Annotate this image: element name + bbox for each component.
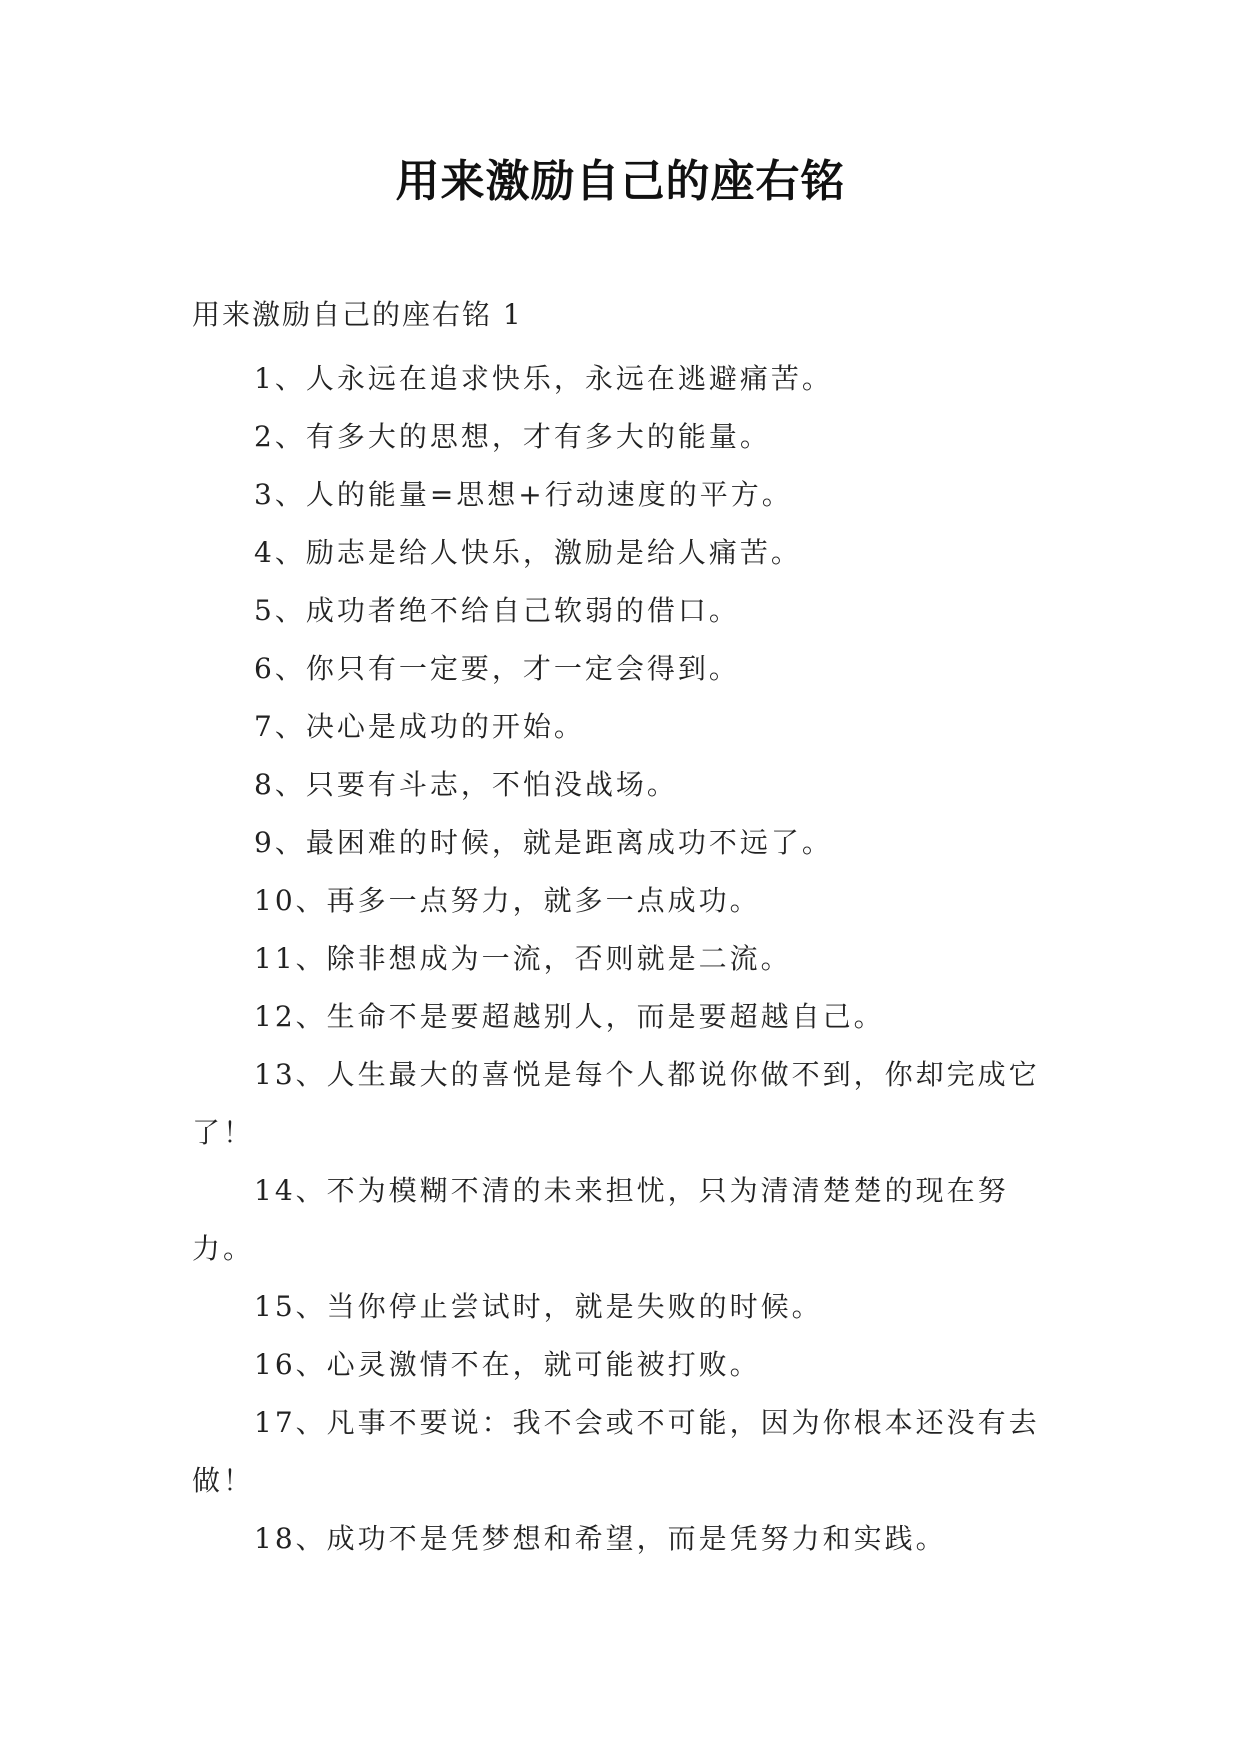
motto-item: 18、成功不是凭梦想和希望，而是凭努力和实践。 <box>254 1522 947 1555</box>
motto-item: 14、不为模糊不清的未来担忧，只为清清楚楚的现在努力。 <box>192 1174 1009 1265</box>
document-title: 用来激励自己的座右铭 <box>395 156 846 207</box>
motto-item: 5、成功者绝不给自己软弱的借口。 <box>254 594 740 627</box>
motto-item: 15、当你停止尝试时，就是失败的时候。 <box>254 1290 823 1323</box>
motto-item: 8、只要有斗志，不怕没战场。 <box>254 768 678 801</box>
motto-item: 13、人生最大的喜悦是每个人都说你做不到，你却完成它了！ <box>192 1058 1040 1149</box>
motto-item: 9、最困难的时候，就是距离成功不远了。 <box>254 826 833 859</box>
motto-item: 2、有多大的思想，才有多大的能量。 <box>254 420 771 453</box>
motto-list <box>192 350 1052 1568</box>
motto-item: 10、再多一点努力，就多一点成功。 <box>254 884 761 917</box>
motto-item: 1、人永远在追求快乐，永远在逃避痛苦。 <box>254 362 833 395</box>
motto-item: 16、心灵激情不在，就可能被打败。 <box>254 1348 761 1381</box>
motto-item: 4、励志是给人快乐，激励是给人痛苦。 <box>254 536 802 569</box>
motto-item: 17、凡事不要说：我不会或不可能，因为你根本还没有去做！ <box>192 1406 1040 1497</box>
motto-item: 11、除非想成为一流，否则就是二流。 <box>254 942 792 975</box>
motto-item: 7、决心是成功的开始。 <box>254 710 585 743</box>
motto-item: 3、人的能量=思想+行动速度的平方。 <box>254 478 793 511</box>
motto-item: 6、你只有一定要，才一定会得到。 <box>254 652 740 685</box>
motto-item: 12、生命不是要超越别人，而是要超越自己。 <box>254 1000 885 1033</box>
section-heading: 用来激励自己的座右铭 1 <box>192 298 523 331</box>
